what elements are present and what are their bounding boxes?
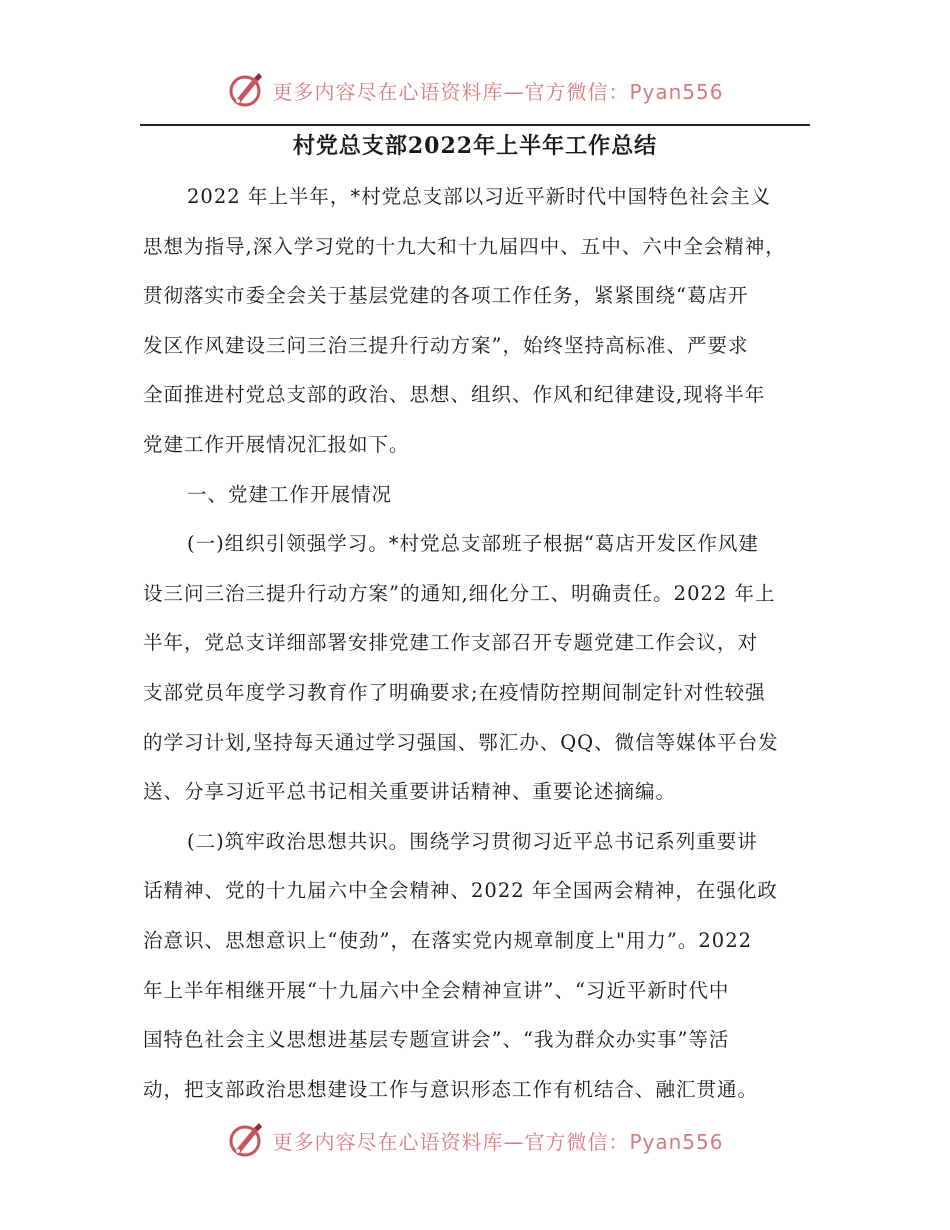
header-divider — [140, 124, 810, 126]
body-line: 设三问三治三提升行动方案”的通知,细化分工、明确责任。2022 年上 — [143, 581, 776, 605]
body-line: 国特色社会主义思想进基层专题宣讲会”、“我为群众办实事”等活 — [143, 1028, 730, 1052]
body-line: 贯彻落实市委全会关于基层党建的各项工作任务，紧紧围绕“葛店开 — [143, 284, 749, 308]
footer-watermark-banner — [0, 1120, 950, 1160]
watermark-text: 更多内容尽在心语资料库—官方微信：Pyan556 — [272, 1129, 724, 1154]
body-line: 思想为指导,深入学习党的十九大和十九届四中、五中、六中全会精神， — [143, 234, 786, 258]
body-line: 支部党员年度学习教育作了明确要求;在疫情防控期间制定针对性较强 — [143, 680, 766, 704]
header-watermark-banner — [0, 70, 950, 110]
document-title: 村党总支部2022年上半年工作总结 — [292, 133, 658, 159]
body-line: 动，把支部政治思想建设工作与意识形态工作有机结合、融汇贯通。 — [143, 1077, 759, 1101]
body-line: 党建工作开展情况汇报如下。 — [143, 432, 410, 456]
body-line: 的学习计划,坚持每天通过学习强国、鄂汇办、QQ、微信等媒体平台发 — [143, 730, 779, 754]
section-heading: 一、党建工作开展情况 — [187, 482, 393, 506]
body-line: 话精神、党的十九届六中全会精神、2022 年全国两会精神，在强化政 — [143, 879, 778, 903]
pen-logo-icon — [226, 1120, 266, 1160]
body-line: 发区作风建设三问三治三提升行动方案”，始终坚持高标准、严要求 — [143, 333, 749, 357]
body-line: 全面推进村党总支部的政治、思想、组织、作风和纪律建设,现将半年 — [143, 383, 766, 407]
body-line: 2022 年上半年，*村党总支部以习近平新时代中国特色社会主义 — [187, 185, 772, 208]
body-line: 送、分享习近平总书记相关重要讲话精神、重要论述摘编。 — [143, 780, 677, 804]
body-line: 半年，党总支详细部署安排党建工作支部召开专题党建工作会议，对 — [143, 631, 759, 655]
pen-logo-icon — [226, 70, 266, 110]
watermark-text: 更多内容尽在心语资料库—官方微信：Pyan556 — [272, 79, 724, 104]
body-line: (一)组织引领强学习。*村党总支部班子根据“葛店开发区作风建 — [187, 532, 759, 556]
body-line: 年上半年相继开展“十九届六中全会精神宣讲”、“习近平新时代中 — [143, 978, 730, 1002]
document-body — [143, 172, 811, 1114]
body-line: 治意识、思想意识上“使劲”，在落实党内规章制度上"用力”。2022 — [143, 928, 753, 952]
body-line: (二)筑牢政治思想共识。围绕学习贯彻习近平总书记系列重要讲 — [187, 829, 758, 853]
